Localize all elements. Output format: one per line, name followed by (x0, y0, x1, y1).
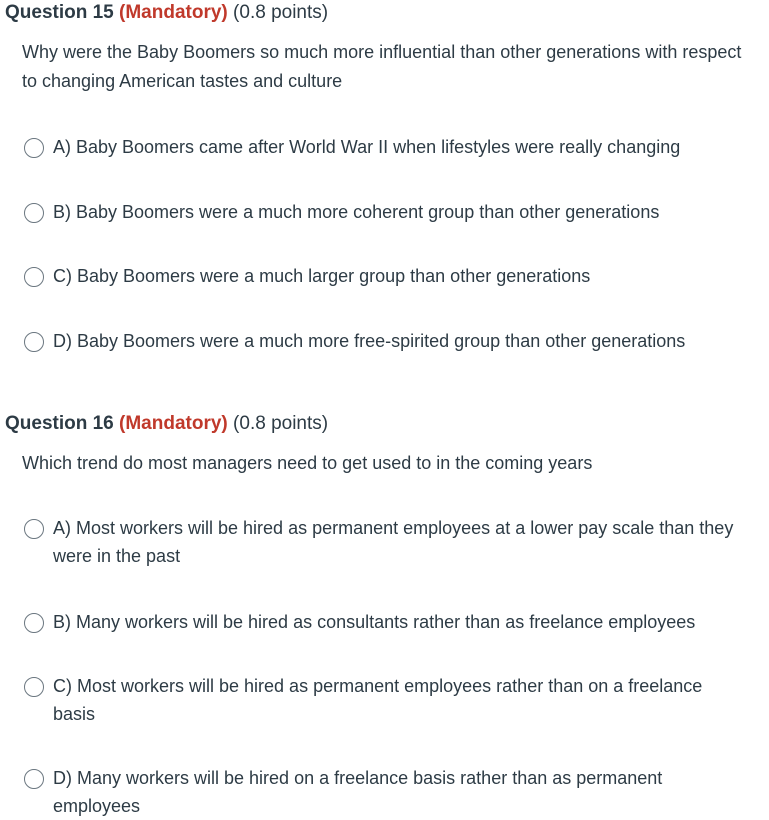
answer-label: A) Baby Boomers came after World War II when lifestyles were really changing (53, 137, 681, 157)
question-header (5, 412, 328, 436)
answer-label: D) Baby Boomers were a much more free-spirited group than other generations (53, 331, 686, 351)
radio-button-icon[interactable] (24, 332, 44, 352)
radio-button-icon[interactable] (24, 613, 44, 633)
question-header (5, 1, 328, 25)
answer-option-b[interactable] (24, 610, 749, 636)
radio-button-icon[interactable] (24, 138, 44, 158)
answer-label: B) Baby Boomers were a much more coherent group than other generations (53, 202, 660, 222)
question-title: Question 16 (5, 413, 114, 434)
answer-option-b[interactable] (24, 200, 749, 226)
answer-label: B) Many workers will be hired as consultants rather than as freelance employees (53, 612, 696, 632)
answer-option-c[interactable] (24, 264, 749, 290)
answer-label: C) Baby Boomers were a much larger group than other generations (53, 266, 591, 286)
answer-option-d[interactable] (24, 766, 749, 820)
radio-button-icon[interactable] (24, 267, 44, 287)
radio-button-icon[interactable] (24, 203, 44, 223)
answer-label: D) Many workers will be hired on a freelance basis rather than as permanent employees (53, 768, 663, 816)
mandatory-label: (Mandatory) (119, 2, 228, 23)
answer-label: C) Most workers will be hired as permanent employees rather than on a freelance basis (53, 676, 703, 724)
points-label: (0.8 points) (233, 413, 329, 434)
radio-button-icon[interactable] (24, 519, 44, 539)
question-text: Why were the Baby Boomers so much more influential than other generations with respect to changing American tastes and culture (22, 42, 742, 91)
answer-option-d[interactable] (24, 329, 749, 355)
points-label: (0.8 points) (233, 2, 329, 23)
answer-option-a[interactable] (24, 516, 749, 570)
radio-button-icon[interactable] (24, 677, 44, 697)
mandatory-label: (Mandatory) (119, 413, 228, 434)
answer-option-c[interactable] (24, 674, 749, 728)
answer-label: A) Most workers will be hired as permanent employees at a lower pay scale than they were in the past (53, 518, 734, 566)
answer-option-a[interactable] (24, 135, 749, 161)
radio-button-icon[interactable] (24, 769, 44, 789)
question-text: Which trend do most managers need to get used to in the coming years (22, 453, 593, 473)
question-title: Question 15 (5, 2, 114, 23)
